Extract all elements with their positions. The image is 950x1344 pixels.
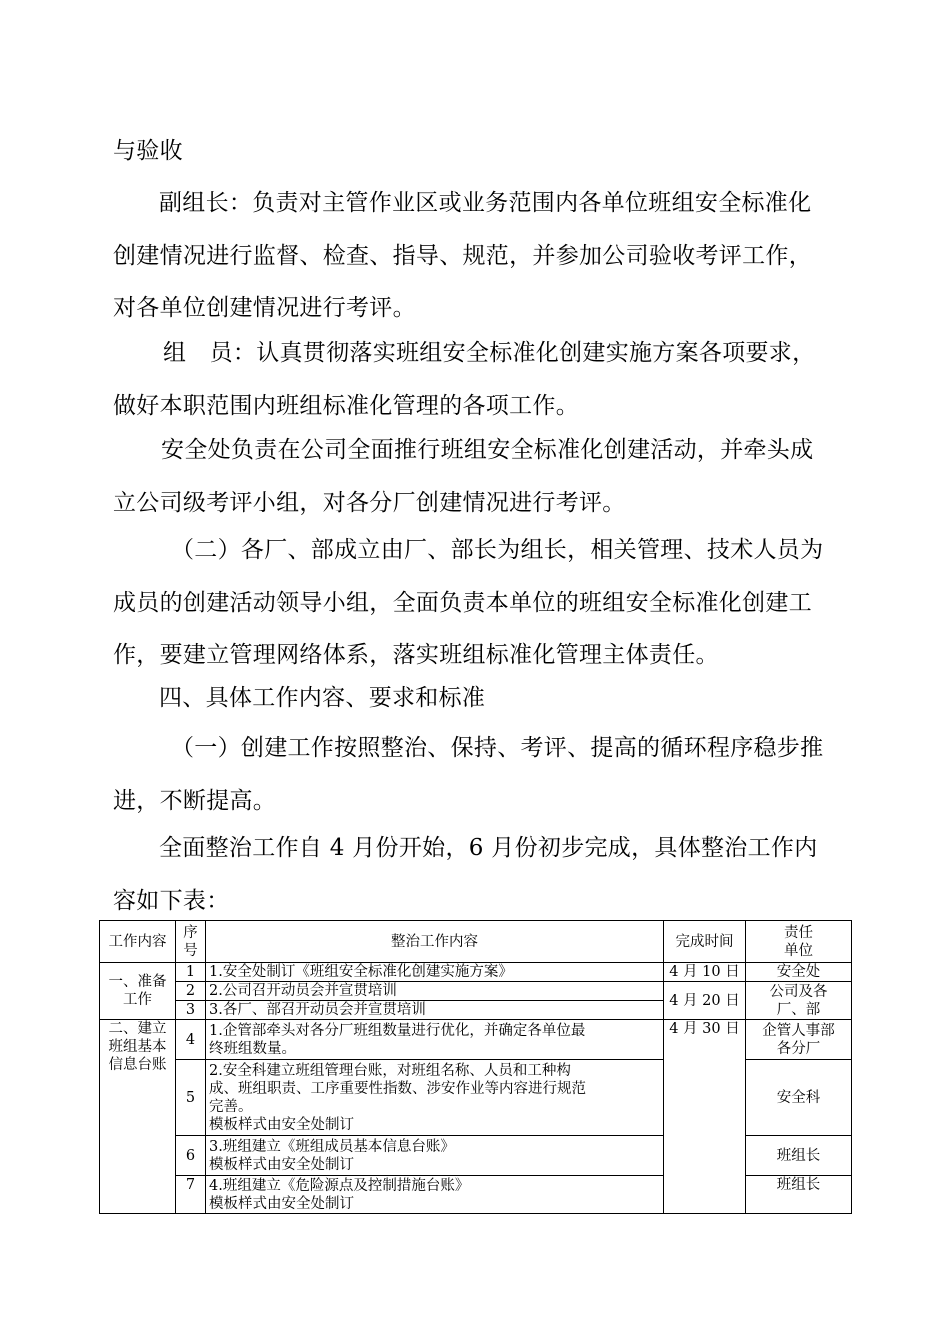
text-line: 作，要建立管理网络体系，落实班组标准化管理主体责任。 xyxy=(113,642,719,668)
paragraph-safety-office xyxy=(113,424,838,529)
row-content: 1.企管部牵头对各分厂班组数量进行优化，并确定各单位最 终班组数量。 xyxy=(206,1020,664,1060)
rectification-table xyxy=(99,920,852,1214)
row-unit: 班组长 xyxy=(746,1136,852,1176)
paragraph-subsection-one xyxy=(113,722,838,827)
text-line: （一）创建工作按照整治、保持、考评、提高的循环程序稳步推 xyxy=(171,735,824,761)
row-seq: 6 xyxy=(176,1136,206,1176)
paragraph-continuation xyxy=(113,125,838,178)
row-unit: 企管人事部 各分厂 xyxy=(746,1020,852,1060)
text-line: 组 员：认真贯彻落实班组安全标准化创建实施方案各项要求， xyxy=(163,340,816,366)
header-seq: 序 号 xyxy=(176,921,206,963)
group-category: 二、建立 班组基本 信息台账 xyxy=(100,1020,176,1214)
text-line: 进，不断提高。 xyxy=(113,787,277,814)
text-line: 立公司级考评小组，对各分厂创建情况进行考评。 xyxy=(113,489,626,516)
text-line: 容如下表： xyxy=(113,887,230,914)
row-content: 3.班组建立《班组成员基本信息台账》 模板样式由安全处制订 xyxy=(206,1136,664,1176)
row-time: 4 月 10 日 xyxy=(664,963,746,982)
row-unit: 安全科 xyxy=(746,1060,852,1136)
row-seq: 4 xyxy=(176,1020,206,1060)
row-content: 3.各厂、部召开动员会并宣贯培训 xyxy=(206,1001,664,1020)
table-row xyxy=(100,1020,852,1060)
row-content: 4.班组建立《危险源点及控制措施台账》 模板样式由安全处制订 xyxy=(206,1176,664,1214)
paragraph-members xyxy=(113,327,838,432)
text-line: （二）各厂、部成立由厂、部长为组长，相关管理、技术人员为 xyxy=(171,537,824,563)
row-unit: 公司及各 厂、部 xyxy=(746,982,852,1020)
row-time: 4 月 20 日 xyxy=(664,982,746,1020)
text-line: 副组长：负责对主管作业区或业务范围内各单位班组安全标准化 xyxy=(159,190,812,216)
header-content: 整治工作内容 xyxy=(206,921,664,963)
table-header-row xyxy=(100,921,852,963)
row-seq: 7 xyxy=(176,1176,206,1214)
paragraph-deputy-leader xyxy=(113,177,838,335)
paragraph-section-two xyxy=(113,524,838,682)
table-row xyxy=(100,982,852,1001)
text-line: 安全处负责在公司全面推行班组安全标准化创建活动，并牵头成 xyxy=(161,437,814,463)
header-category: 工作内容 xyxy=(100,921,176,963)
text-line: 创建情况进行监督、检查、指导、规范，并参加公司验收考评工作， xyxy=(113,242,812,269)
row-content: 1.安全处制订《班组安全标准化创建实施方案》 xyxy=(206,963,664,982)
text-line: 成员的创建活动领导小组，全面负责本单位的班组安全标准化创建工 xyxy=(113,589,812,616)
table-row xyxy=(100,963,852,982)
text-line: 全面整治工作自 4 月份开始，6 月份初步完成，具体整治工作内 xyxy=(159,835,818,861)
paragraph-schedule xyxy=(113,822,838,927)
row-content: 2.安全科建立班组管理台账，对班组名称、人员和工种构 成、班组职责、工序重要性指数、涉安作业等内容进行规范 完善。 模板样式由安全处制订 xyxy=(206,1060,664,1136)
text-line: 与验收 xyxy=(113,138,183,164)
row-unit: 班组长 xyxy=(746,1176,852,1214)
header-unit: 责任 单位 xyxy=(746,921,852,963)
row-seq: 3 xyxy=(176,1001,206,1020)
row-seq: 5 xyxy=(176,1060,206,1136)
group-category: 一、准备 工作 xyxy=(100,963,176,1020)
row-unit: 安全处 xyxy=(746,963,852,982)
text-line: 做好本职范围内班组标准化管理的各项工作。 xyxy=(113,392,579,419)
row-content: 2.公司召开动员会并宣贯培训 xyxy=(206,982,664,1001)
row-seq: 1 xyxy=(176,963,206,982)
section-heading-four xyxy=(113,672,838,725)
header-time: 完成时间 xyxy=(664,921,746,963)
text-line: 四、具体工作内容、要求和标准 xyxy=(159,685,486,711)
row-seq: 2 xyxy=(176,982,206,1001)
text-line: 对各单位创建情况进行考评。 xyxy=(113,295,416,321)
row-time: 4 月 30 日 xyxy=(664,1020,746,1214)
